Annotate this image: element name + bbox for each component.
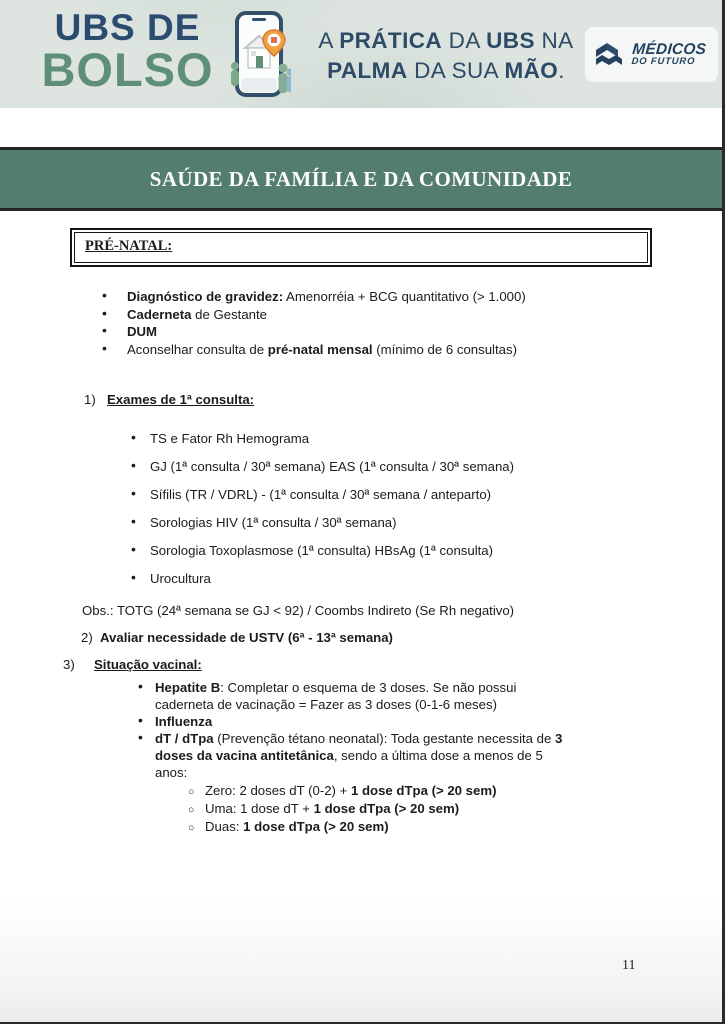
item-3 [63, 656, 655, 673]
item-3-text: Situação vacinal: [94, 657, 202, 672]
intro-bullet-item: • Diagnóstico de gravidez: Amenorréia + BCG quantitativo (> 1.000) [102, 288, 647, 306]
slogan-line1: A PRÁTICA DA UBS NA [318, 28, 574, 53]
pre-natal-title: PRÉ-NATAL: [85, 238, 173, 254]
intro-bullet-item: • Caderneta de Gestante [102, 306, 647, 324]
page-title: SAÚDE DA FAMÍLIA E DA COMUNIDADE [149, 166, 573, 191]
exams-heading [84, 391, 254, 408]
item-2-text: Avaliar necessidade de USTV (6ª - 13ª semana) [100, 630, 393, 645]
exam-bullet-item: • GJ (1ª consulta / 30ª semana) EAS (1ª consulta / 30ª semana) [131, 458, 661, 475]
pre-natal-box [70, 228, 652, 267]
exam-bullet-item: • Sorologias HIV (1ª consulta / 30ª semana) [131, 514, 661, 531]
obs-and-items-block [63, 602, 655, 837]
dose-scheme-item: ○ Zero: 2 doses dT (0-2) + 1 dose dTpa (> 20 sem) [188, 782, 655, 800]
item-3-number: 3) [63, 657, 75, 672]
item-2 [81, 629, 655, 646]
dose-scheme-item: ○ Duas: 1 dose dTpa (> 20 sem) [188, 818, 655, 836]
exam-bullet-item: • Urocultura [131, 570, 661, 587]
obs-line: Obs.: TOTG (24ª semana se GJ < 92) / Coombs Indireto (Se Rh negativo) [82, 603, 515, 618]
phone-house-location-icon [227, 10, 291, 100]
header-band [0, 0, 722, 108]
intro-bullet-item: • Aconselhar consulta de pré-natal mensal (mínimo de 6 consultas) [102, 341, 647, 359]
intro-bullet-item: • DUM [102, 323, 647, 341]
vaccine-bullet-item: • Influenza [138, 713, 618, 730]
m-cube-icon [593, 38, 625, 72]
brand-text [631, 42, 706, 67]
pre-natal-box-inner [74, 232, 648, 263]
brand-name-line1: MÉDICOS [631, 41, 707, 58]
vaccine-bullet-item: • Hepatite B: Completar o esquema de 3 doses. Se não possui caderneta de vacinação = Fazer as 3 doses (0-1-6 meses) [138, 679, 618, 713]
section-banner [0, 147, 722, 211]
brand-name-line2: DO FUTURO [631, 56, 696, 67]
exam-bullet-item: • TS e Fator Rh Hemograma [131, 430, 661, 447]
exam-bullet-list [131, 430, 661, 598]
intro-bullet-list [102, 288, 647, 358]
exam-bullet-item: • Sífilis (TR / VDRL) - (1ª consulta / 30ª semana / anteparto) [131, 486, 661, 503]
slogan-line2: PALMA DA SUA MÃO. [327, 58, 565, 83]
vaccine-bullet-item: • dT / dTpa (Prevenção tétano neonatal): Toda gestante necessita de 3 doses da vacina antitetânica, sendo a última dose a menos de 5 anos: [138, 730, 618, 781]
dose-scheme-item: ○ Uma: 1 dose dT + 1 dose dTpa (> 20 sem) [188, 800, 655, 818]
page-number: 11 [622, 958, 636, 973]
header-slogan [302, 26, 590, 86]
logo-text-line2: BOLSO [41, 43, 214, 96]
dose-scheme-list [188, 782, 655, 837]
medicos-do-futuro-logo [585, 27, 718, 82]
item-2-number: 2) [81, 630, 93, 645]
ubs-de-bolso-logo [30, 7, 225, 96]
exam-bullet-item: • Sorologia Toxoplasmose (1ª consulta) HBsAg (1ª consulta) [131, 542, 661, 559]
exams-heading-number: 1) [84, 392, 96, 407]
logo-text-line1: UBS DE [54, 7, 201, 48]
exams-heading-text: Exames de 1ª consulta: [107, 392, 255, 407]
vaccine-bullet-list [138, 679, 618, 781]
